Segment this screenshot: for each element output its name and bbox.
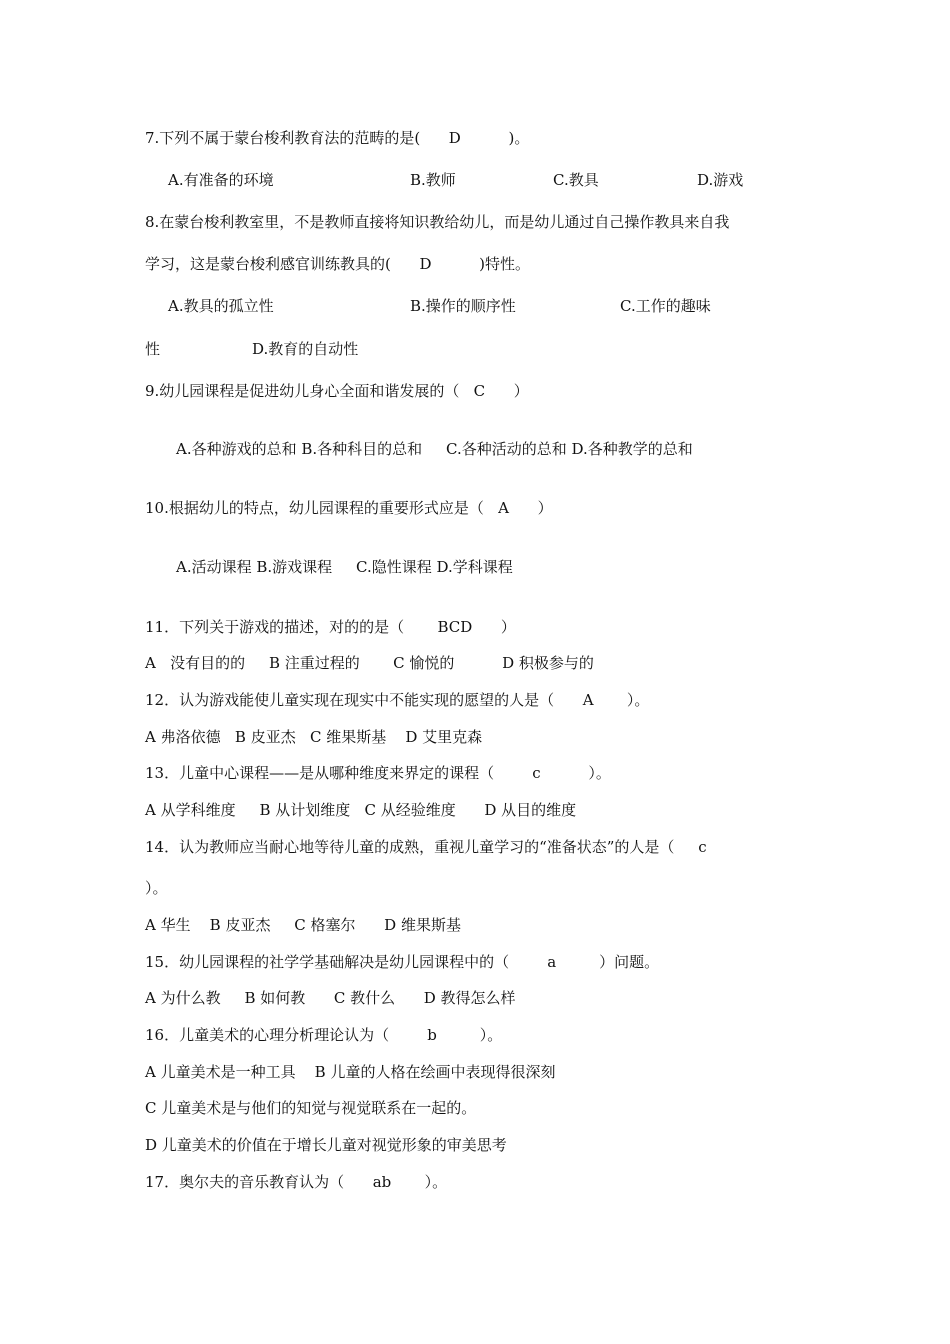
line-q7-opt-a: A.有准备的环境: [168, 171, 274, 189]
line-q7-opt-c: C.教具: [553, 171, 599, 189]
line-q7-opt-b: B.教师: [410, 171, 456, 189]
line-q7-opt-d: D.游戏: [697, 171, 744, 189]
line-q13-stem: 13．儿童中心课程——是从哪种维度来界定的课程（ c ）。: [145, 764, 611, 782]
line-q13-opts: A 从学科维度 B 从计划维度 C 从经验维度 D 从目的维度: [145, 801, 577, 819]
line-q16-opt-d: D 儿童美术的价值在于增长儿童对视觉形象的审美思考: [145, 1136, 507, 1154]
line-q8-opt-c: C.工作的趣味: [620, 297, 711, 315]
line-q15-opts: A 为什么教 B 如何教 C 教什么 D 教得怎么样: [145, 989, 516, 1007]
line-q12-stem: 12．认为游戏能使儿童实现在现实中不能实现的愿望的人是（ A ）。: [145, 691, 650, 709]
line-q11-opts: A 没有目的的 B 注重过程的 C 愉悦的 D 积极参与的: [145, 654, 594, 672]
line-q8-opt-a: A.教具的孤立性: [168, 297, 274, 315]
line-q14-stem-2: ）。: [145, 879, 168, 897]
line-q15-stem: 15．幼儿园课程的社学学基础解决是幼儿园课程中的（ a ）问题。: [145, 953, 660, 971]
line-q8-opt-b: B.操作的顺序性: [410, 297, 516, 315]
line-q9-stem: 9.幼儿园课程是促进幼儿身心全面和谐发展的（ C ）: [145, 382, 529, 400]
line-q7-stem: 7.下列不属于蒙台梭利教育法的范畴的是( D )。: [145, 129, 530, 147]
line-q14-stem-1: 14．认为教师应当耐心地等待儿童的成熟，重视儿童学习的“准备状态”的人是（ c: [145, 838, 707, 856]
line-q12-opts: A 弗洛依德 B 皮亚杰 C 维果斯基 D 艾里克森: [145, 728, 483, 746]
line-q8-stem-2: 学习，这是蒙台梭利感官训练教具的( D )特性。: [145, 255, 531, 273]
line-q10-opts: A.活动课程 B.游戏课程 C.隐性课程 D.学科课程: [176, 558, 513, 576]
line-q16-opt-c: C 儿童美术是与他们的知觉与视觉联系在一起的。: [145, 1099, 477, 1117]
line-q10-stem: 10.根据幼儿的特点，幼儿园课程的重要形式应是（ A ）: [145, 499, 553, 517]
line-q8-opt-c-cont: 性: [145, 340, 161, 358]
line-q16-opt-ab: A 儿童美术是一种工具 B 儿童的人格在绘画中表现得很深刻: [145, 1063, 556, 1081]
line-q9-opts: A.各种游戏的总和 B.各种科目的总和 C.各种活动的总和 D.各种教学的总和: [176, 440, 693, 458]
line-q8-stem-1: 8.在蒙台梭利教室里，不是教师直接将知识教给幼儿，而是幼儿通过自己操作教具来自我: [145, 213, 730, 231]
line-q16-stem: 16．儿童美术的心理分析理论认为（ b ）。: [145, 1026, 503, 1044]
line-q17-stem: 17．奥尔夫的音乐教育认为（ ab ）。: [145, 1173, 448, 1191]
line-q14-opts: A 华生 B 皮亚杰 C 格塞尔 D 维果斯基: [145, 916, 461, 934]
line-q11-stem: 11．下列关于游戏的描述，对的的是（ BCD ）: [145, 618, 516, 636]
line-q8-opt-d: D.教育的自动性: [252, 340, 359, 358]
